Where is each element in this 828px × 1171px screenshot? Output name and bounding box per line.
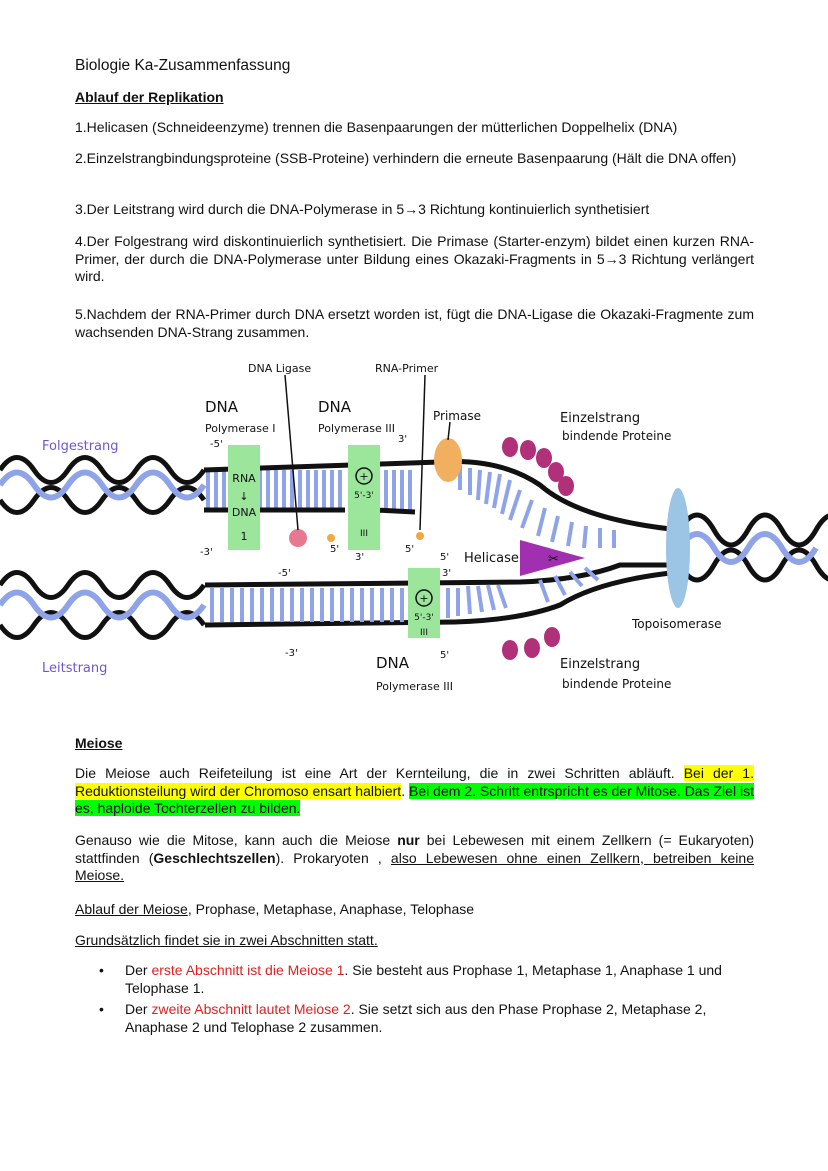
meiose-p1-highlight-yellow: Bei der 1. Reduktionsteilung wird der Chromoso ensart halbiert — [75, 765, 754, 799]
ssb-bottom-label-a: Einzelstrang — [560, 657, 641, 672]
primer-pointer — [420, 375, 425, 530]
replikation-step-1: 1.Helicasen (Schneideenzyme) trennen die Basenpaarungen der mütterlichen Doppelhelix (DNA) — [75, 119, 678, 135]
leitstrang-label: Leitstrang — [42, 661, 108, 676]
replikation-step-2: 2.Einzelstrangbindungsproteine (SSB-Proteine) verhindern die erneute Basenpaarung (Hält die DNA offen) — [75, 150, 737, 166]
box1-rna-label: RNA — [232, 472, 256, 485]
meiose-p2-underlined: also Lebewesen ohne einen Zellkern, betreiben keine Meiose. — [75, 849, 754, 883]
meiose-p2-bold-nur: nur — [397, 832, 420, 848]
list-item — [75, 962, 754, 997]
prime-label: 3' — [442, 568, 452, 579]
meiose-p2-a: Genauso wie die Mitose, kann auch die Meiose — [75, 832, 398, 848]
meiose-p1-highlight-green: Bei dem 2. Schritt entrspricht es der Mitose. Das Ziel ist es, haploide Tochterzellen zu bilden. — [75, 782, 754, 816]
meiose-p2-e: ). Prokaryoten , — [275, 849, 391, 866]
prime-label: -5' — [210, 439, 223, 450]
ssb-proteins-bottom — [502, 627, 560, 660]
helix-left-bottom — [0, 573, 204, 638]
document-title: Biologie Ka-Zusammenfassung — [75, 57, 291, 74]
ssb-top-label-b: bindende Proteine — [562, 429, 672, 443]
meiose-p4-underlined: Grundsätzlich findet sie in zwei Abschnitten statt. — [75, 932, 378, 948]
prime-label: 5' — [405, 544, 415, 555]
dna-pol3-label-b: Polymerase III — [318, 422, 396, 435]
prime-label: 5' — [330, 544, 340, 555]
helix-left-top — [0, 458, 204, 513]
dna-pol1-label-a: DNA — [205, 398, 239, 416]
replikation-step-3: 3.Der Leitstrang wird durch die DNA-Polymerase in 5→3 Richtung kontinuierlich synthetisiert — [75, 201, 650, 217]
meiose-p2-c: bei Lebewesen mit einem Zellkern (= Eukaryoten) stattfinden ( — [75, 832, 754, 866]
bullet-1-a: Der — [125, 962, 152, 978]
box1-dna-label: DNA — [231, 506, 257, 519]
bullet-2-red: zweite Abschnitt lautet Meiose 2 — [151, 1001, 351, 1017]
box3-number-label: III — [360, 529, 368, 539]
primase-icon — [434, 438, 462, 482]
topoisomerase-icon — [666, 488, 690, 608]
bullet-dot-icon: • — [99, 1001, 104, 1017]
primase-pointer — [448, 422, 450, 440]
prime-label: 3' — [355, 552, 365, 563]
replikation-step-4: 4.Der Folgestrang wird diskontinuierlich synthetisiert. Die Primase (Starter-enzym) bildet einen kurzen RNA-Primer, der durch die DNA-Polymerase unter Bildung eines Okazaki-Fragments in 5→3 Richtung verlängert wird. — [75, 233, 754, 284]
bullet-1-red: erste Abschnitt ist die Meiose 1 — [151, 962, 345, 978]
helicase-label: Helicase — [464, 551, 519, 566]
prime-label: -3' — [285, 648, 298, 659]
ssb-top-label-a: Einzelstrang — [560, 411, 641, 426]
list-item — [75, 1001, 754, 1036]
box3c-number-label: III — [420, 628, 428, 638]
bullet-1-c: . Sie besteht aus Prophase 1, Metaphase 1, Anaphase 1 und Telophase 1. — [125, 962, 722, 996]
ssb-bottom-label-b: bindende Proteine — [562, 677, 672, 691]
box1-number-label: 1 — [240, 530, 248, 543]
meiose-p3-rest: , Prophase, Metaphase, Anaphase, Telophase — [187, 901, 475, 917]
prime-label: -5' — [278, 568, 291, 579]
plus-icon: + — [419, 592, 429, 605]
plus-icon: + — [359, 470, 369, 483]
bullet-2-a: Der — [125, 1001, 152, 1017]
topoisomerase-label: Topoisomerase — [632, 617, 722, 631]
dna-pol3b-label-b: Polymerase III — [376, 680, 454, 693]
box3c-direction-label: 5'-3' — [414, 613, 434, 623]
meiose-paragraph-2 — [75, 832, 754, 885]
leitstrang-rungs — [212, 568, 598, 622]
dna-ligase-label: DNA Ligase — [248, 362, 312, 375]
replikation-step-5: 5.Nachdem der RNA-Primer durch DNA ersetzt worden ist, fügt die DNA-Ligase die Okazaki-Fragmente zum wachsenden DNA-Strang zusammen. — [75, 306, 754, 340]
box1-arrow-icon: ↓ — [239, 490, 249, 503]
dna-pol3b-label-a: DNA — [376, 654, 410, 672]
ligase-icon — [289, 529, 307, 547]
replication-diagram — [0, 350, 828, 710]
meiose-paragraph-4 — [75, 932, 754, 950]
dna-pol3-label-a: DNA — [318, 398, 352, 416]
replikation-heading: Ablauf der Replikation — [75, 89, 224, 105]
primer-dot-icon — [327, 534, 335, 542]
meiose-p3-underlined: Ablauf der Meiose — [75, 901, 188, 917]
meiose-p1-sep: . — [401, 782, 410, 799]
scissors-icon: ✂ — [548, 552, 559, 567]
meiose-p1-text: Die Meiose auch Reifeteilung ist eine Art der Kernteilung, die in zwei Schritten abläuft. — [75, 765, 684, 781]
meiose-paragraph-3 — [75, 901, 754, 919]
primase-label: Primase — [433, 409, 481, 423]
box3-direction-label: 5'-3' — [354, 491, 374, 501]
prime-label: -3' — [200, 547, 213, 558]
meiose-bullet-list — [75, 962, 754, 1040]
folgestrang-label: Folgestrang — [42, 439, 119, 454]
rna-primer-label: RNA-Primer — [375, 362, 439, 375]
meiose-heading: Meiose — [75, 735, 123, 751]
meiose-p2-bold-geschlechtszellen: Geschlechtszellen — [153, 849, 276, 866]
prime-label: 3' — [398, 434, 408, 445]
meiose-paragraph-1 — [75, 765, 754, 818]
dna-pol1-label-b: Polymerase I — [205, 422, 276, 435]
bullet-dot-icon: • — [99, 962, 104, 978]
prime-label: 5' — [440, 650, 450, 661]
bullet-2-c: . Sie setzt sich aus den Phase Prophase 2, Metaphase 2, Anaphase 2 und Telophase 2 zusammen. — [125, 1001, 707, 1035]
prime-label: 5' — [440, 552, 450, 563]
primer-dot-icon — [416, 532, 424, 540]
helix-right — [680, 515, 828, 580]
ssb-proteins-top — [502, 437, 574, 496]
